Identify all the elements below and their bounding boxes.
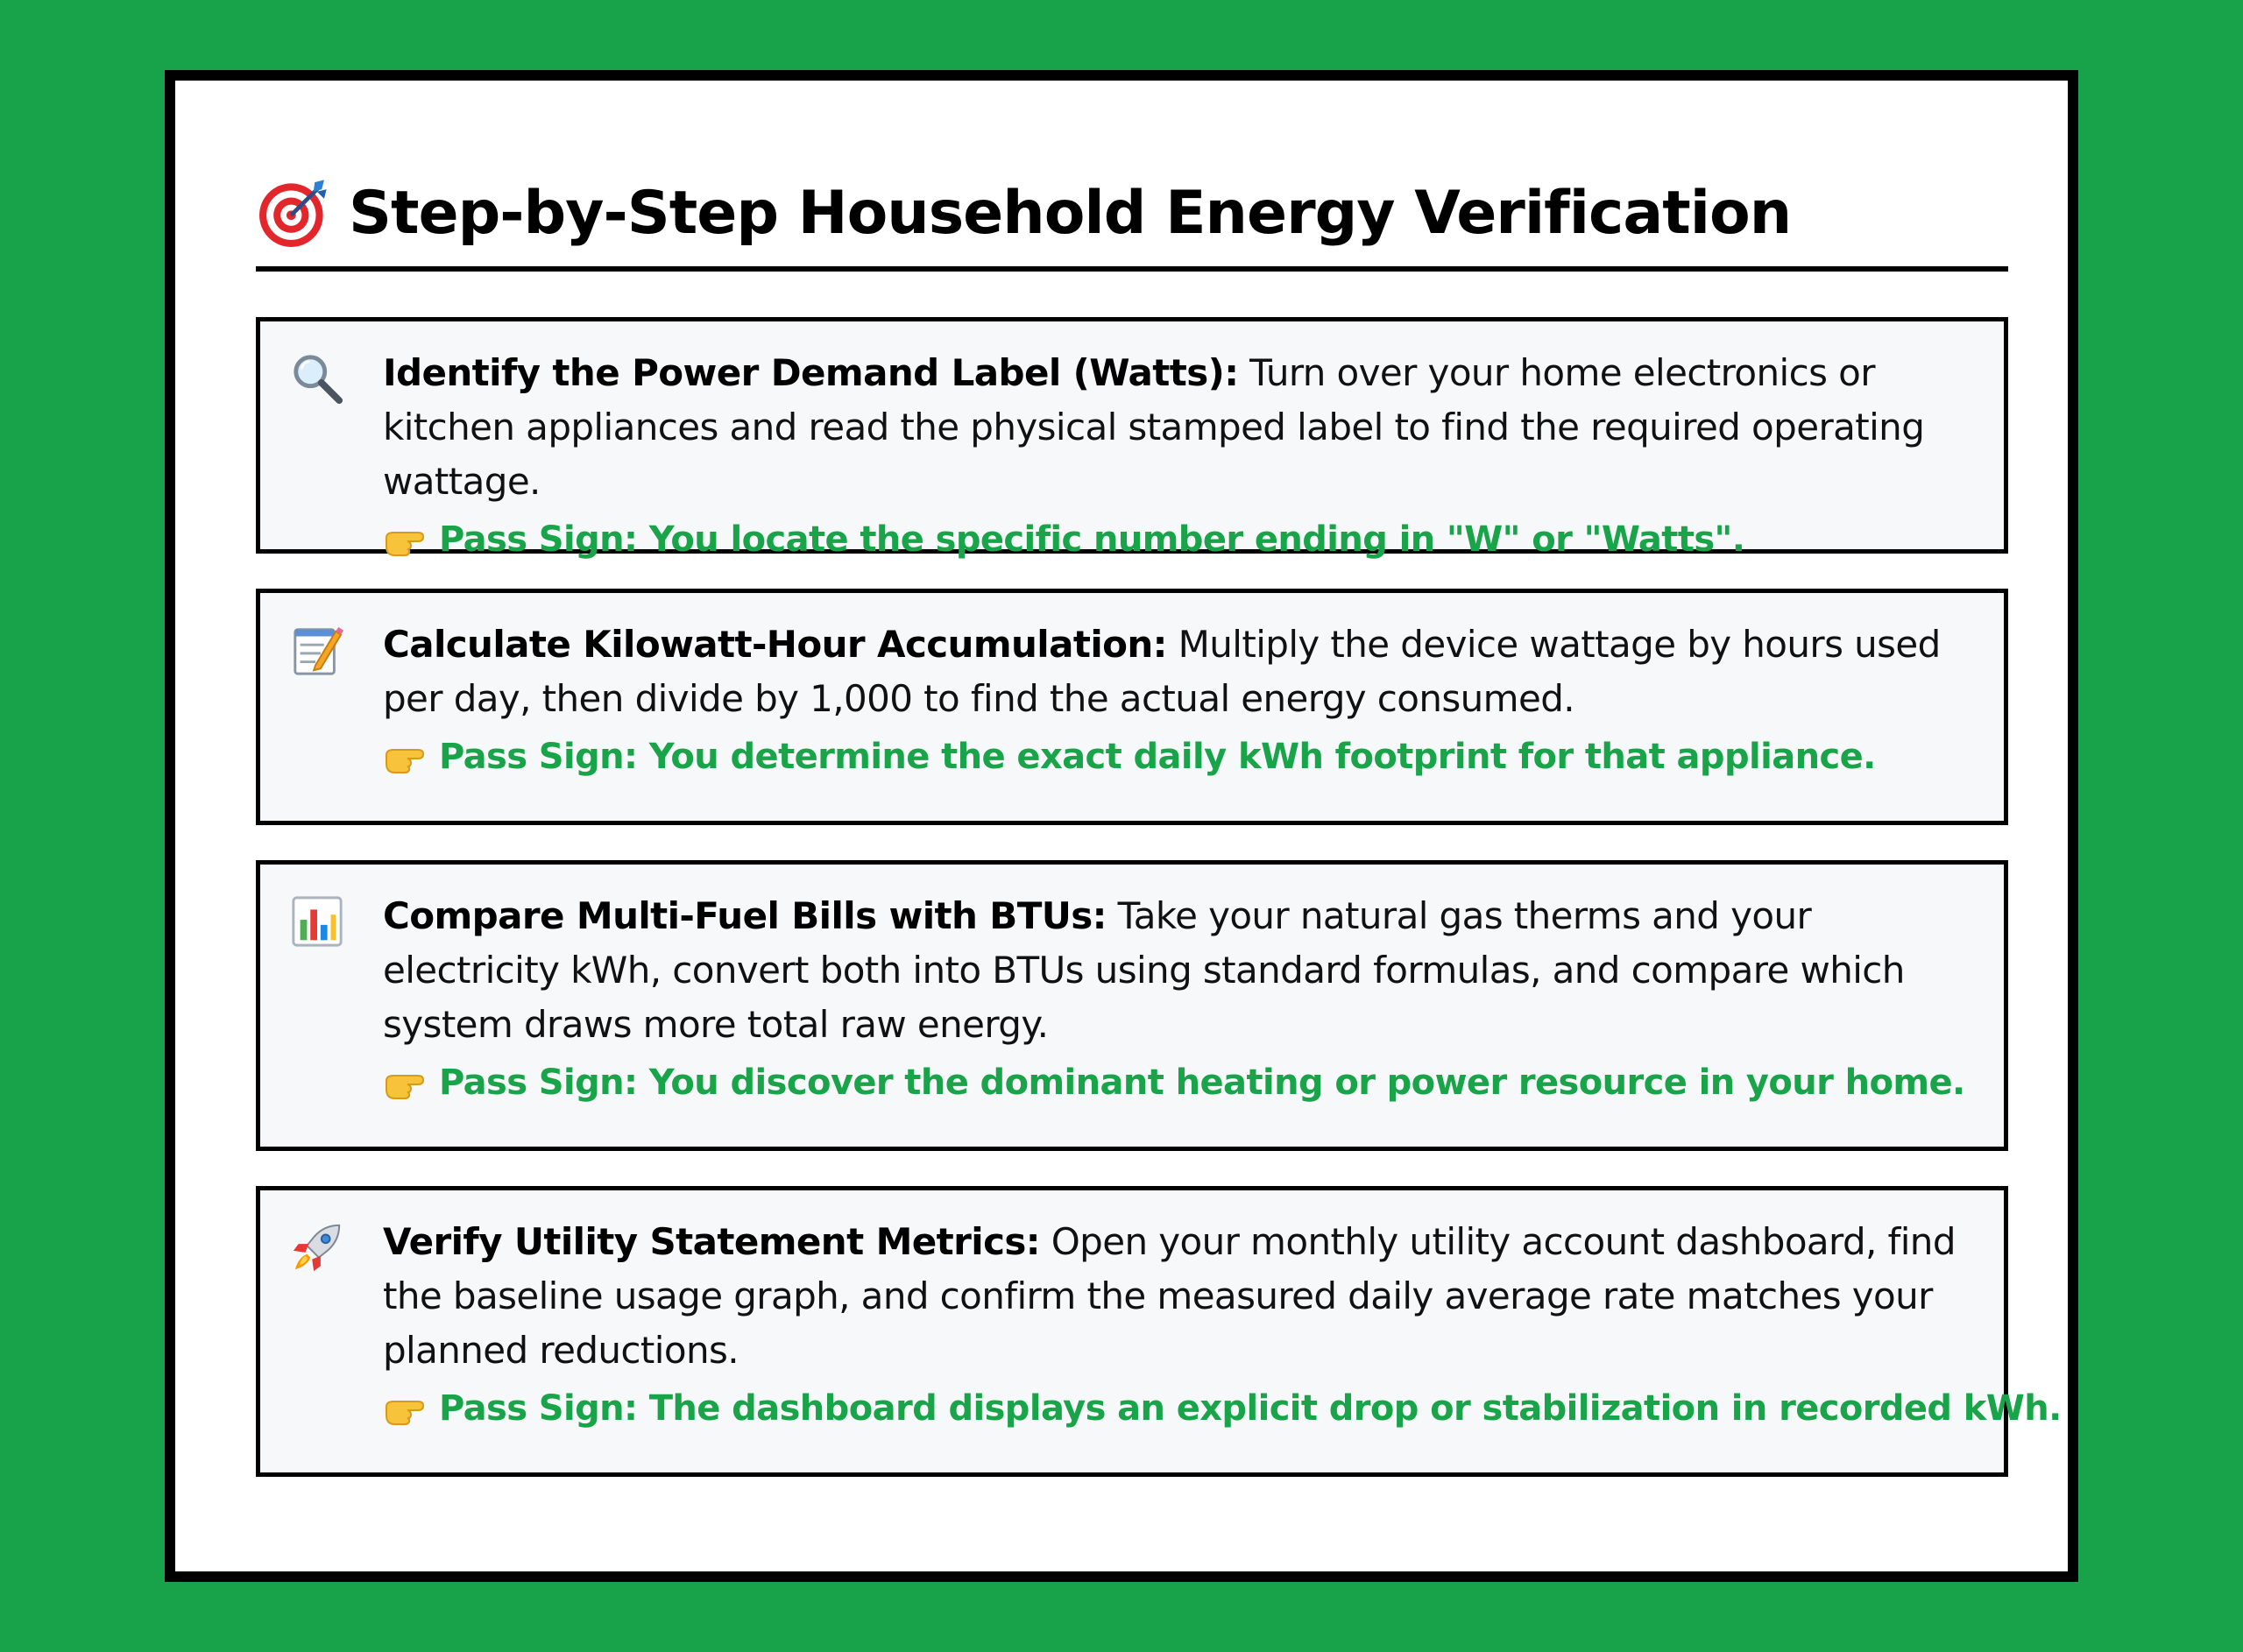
step-heading: Calculate Kilowatt-Hour Accumulation:	[383, 623, 1167, 666]
step-card-kwh-calc	[256, 589, 2008, 825]
step-body	[383, 346, 1986, 560]
pass-sign-text: Pass Sign: You locate the specific number ending in "W" or "Watts".	[439, 519, 1745, 560]
step-description	[383, 1215, 1986, 1378]
step-description	[383, 346, 1986, 509]
pass-sign	[383, 1063, 1986, 1103]
step-description	[383, 618, 1986, 726]
pointing-hand-icon	[383, 1389, 427, 1428]
step-body	[383, 618, 1986, 777]
pointing-hand-icon	[383, 1063, 427, 1102]
step-card-btu-compare	[256, 860, 2008, 1151]
target-icon	[256, 175, 331, 251]
magnifier-icon	[290, 351, 344, 406]
title-row	[256, 165, 2008, 261]
step-card-utility-metrics	[256, 1186, 2062, 1477]
step-description	[383, 889, 1986, 1052]
bar-chart-icon	[290, 894, 344, 949]
step-text: Multiply the device wattage by hours used per day, then divide by 1,000 to find the actual energy consumed.	[383, 623, 1941, 720]
title-divider	[256, 266, 2008, 272]
pass-sign-text: Pass Sign: The dashboard displays an explicit drop or stabilization in recorded kWh.	[439, 1388, 2062, 1429]
pointing-hand-icon	[383, 738, 427, 776]
pass-sign-text: Pass Sign: You discover the dominant heating or power resource in your home.	[439, 1063, 1965, 1103]
pass-sign	[383, 737, 1986, 777]
page-title: Step-by-Step Household Energy Verification	[349, 178, 1792, 248]
step-heading: Compare Multi-Fuel Bills with BTUs:	[383, 894, 1107, 937]
step-card-power-label	[256, 317, 2008, 560]
step-text: Turn over your home electronics or kitchen appliances and read the physical stamped label to find the required operating wattage.	[383, 351, 1925, 503]
step-text: Open your monthly utility account dashboard, find the baseline usage graph, and confirm the measured daily average rate matches your planned reductions.	[383, 1220, 1956, 1372]
step-heading: Verify Utility Statement Metrics:	[383, 1220, 1040, 1263]
memo-icon	[290, 623, 344, 677]
step-heading: Identify the Power Demand Label (Watts):	[383, 351, 1239, 394]
step-text: Take your natural gas therms and your electricity kWh, convert both into BTUs using standard formulas, and compare which system draws more total raw energy.	[383, 894, 1905, 1046]
pass-sign	[383, 519, 1986, 560]
pointing-hand-icon	[383, 520, 427, 559]
step-body	[383, 1215, 2062, 1429]
pass-sign-text: Pass Sign: You determine the exact daily kWh footprint for that appliance.	[439, 737, 1876, 777]
rocket-icon	[290, 1220, 344, 1274]
verification-card	[165, 70, 2078, 1582]
step-body	[383, 889, 1986, 1103]
pass-sign	[383, 1388, 2062, 1429]
